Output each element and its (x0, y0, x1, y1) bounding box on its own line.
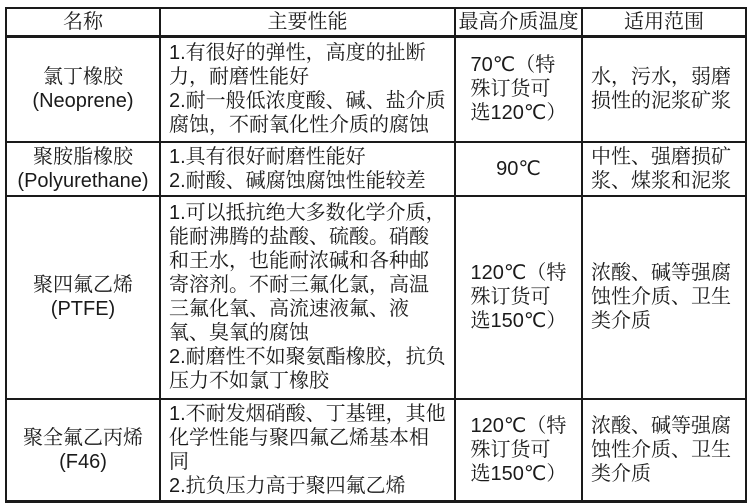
property-line: 1.可以抵抗绝大多数化学介质，能耐沸腾的盐酸、硫酸。硝酸和王水，也能耐浓碱和各种邮寄溶剂。不耐三氟化氯，高温三氟化氧、高流速液氟、液氧、臭氧的腐蚀 (169, 202, 446, 344)
col-header-application: 适用范围 (582, 8, 746, 37)
property-line: 1.有很好的弹性，高度的扯断力，耐磨性能好 (169, 42, 426, 89)
table-row-polyurethane (6, 142, 746, 196)
application-text: 中性、强磨损矿浆、煤浆和泥浆 (591, 145, 731, 192)
max-temp-text: 90℃ (496, 157, 541, 180)
material-name-cn: 聚四氟乙烯 (33, 274, 133, 296)
material-name-cell (6, 37, 160, 142)
property-line: 1.具有很好耐磨性能好 (169, 145, 366, 168)
table-row-neoprene (6, 37, 746, 142)
material-name-en: (Neoprene) (32, 90, 134, 113)
max-temp-text: 70℃（特殊订货可选120℃） (470, 54, 567, 125)
properties-cell (160, 37, 455, 142)
max-temp-cell (455, 196, 582, 399)
property-line: 2.抗负压力高于聚四氟乙烯 (169, 474, 406, 497)
material-name-en: (PTFE) (50, 298, 116, 320)
material-name-en: (F46) (59, 450, 107, 473)
application-text: 浓酸、碱等强腐蚀性介质、卫生类介质 (591, 414, 731, 485)
property-line: 2.耐酸、碱腐蚀腐蚀性能较差 (169, 169, 426, 192)
property-line: 2.耐一般低浓度酸、碱、盐介质腐蚀，不耐氧化性介质的腐蚀 (169, 90, 446, 137)
property-line: 2.耐磨性不如聚氨酯橡胶，抗负压力不如氯丁橡胶 (169, 346, 446, 392)
properties-cell (160, 196, 455, 399)
header-row (6, 8, 746, 37)
material-name-cell (6, 142, 160, 196)
properties-cell (160, 142, 455, 196)
table-body (6, 37, 746, 502)
application-cell (582, 399, 746, 502)
material-name-cn: 聚全氟乙丙烯 (23, 426, 143, 449)
material-name-cn: 聚胺脂橡胶 (33, 145, 133, 168)
properties-cell (160, 399, 455, 502)
material-name-en: (Polyurethane) (17, 169, 149, 192)
property-line: 1.不耐发烟硝酸、丁基锂，其他化学性能与聚四氟乙烯基本相同 (169, 402, 446, 473)
table-header (6, 8, 746, 37)
max-temp-text: 120℃（特殊订货可选150℃） (470, 262, 567, 332)
application-text: 浓酸、碱等强腐蚀性介质、卫生类介质 (591, 262, 731, 332)
table-row-f46 (6, 399, 746, 502)
max-temp-cell (455, 142, 582, 196)
material-name-cell (6, 196, 160, 399)
max-temp-cell (455, 37, 582, 142)
lining-material-table (5, 7, 747, 503)
col-header-max-temp: 最高介质温度 (455, 8, 582, 37)
application-cell (582, 142, 746, 196)
application-cell (582, 37, 746, 142)
col-header-properties: 主要性能 (160, 8, 455, 37)
material-name-cell (6, 399, 160, 502)
table-row-ptfe (6, 196, 746, 399)
application-cell (582, 196, 746, 399)
max-temp-cell (455, 399, 582, 502)
application-text: 水，污水，弱磨损性的泥浆矿浆 (591, 66, 731, 113)
material-name-cn: 氯丁橡胶 (43, 66, 123, 89)
max-temp-text: 120℃（特殊订货可选150℃） (470, 414, 567, 485)
col-header-name: 名称 (6, 8, 160, 37)
